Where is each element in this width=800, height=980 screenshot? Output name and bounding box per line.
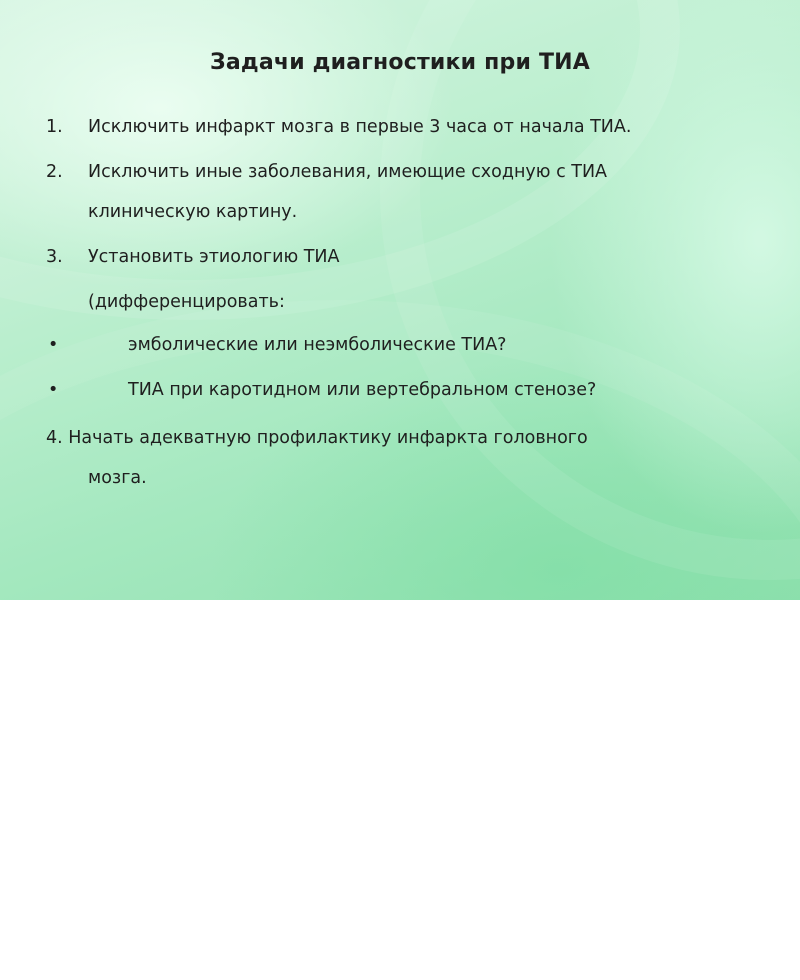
list-item-text: клиническую картину. (88, 202, 298, 222)
list-item-text: ТИА при каротидном или вертебральном стенозе? (128, 380, 597, 400)
list-item-text: Исключить иные заболевания, имеющие сходную с ТИА (88, 162, 608, 182)
list-item-text: мозга. (88, 468, 147, 488)
list-marker: 3. (46, 247, 63, 267)
list-item-text: Исключить инфаркт мозга в первые 3 часа от начала ТИА. (88, 117, 632, 137)
list-item-text: 4. Начать адекватную профилактику инфаркта головного (46, 428, 588, 448)
list-marker: 1. (46, 117, 63, 137)
list-item-text: (дифференцировать: (88, 292, 285, 312)
bullet-marker: • (48, 335, 59, 355)
slide-title: Задачи диагностики при ТИА (210, 50, 590, 75)
list-marker: 2. (46, 162, 63, 182)
list-item-text: эмболические или неэмболические ТИА? (128, 335, 507, 355)
bullet-marker: • (48, 380, 59, 400)
list-item-text: Установить этиологию ТИА (88, 247, 340, 267)
